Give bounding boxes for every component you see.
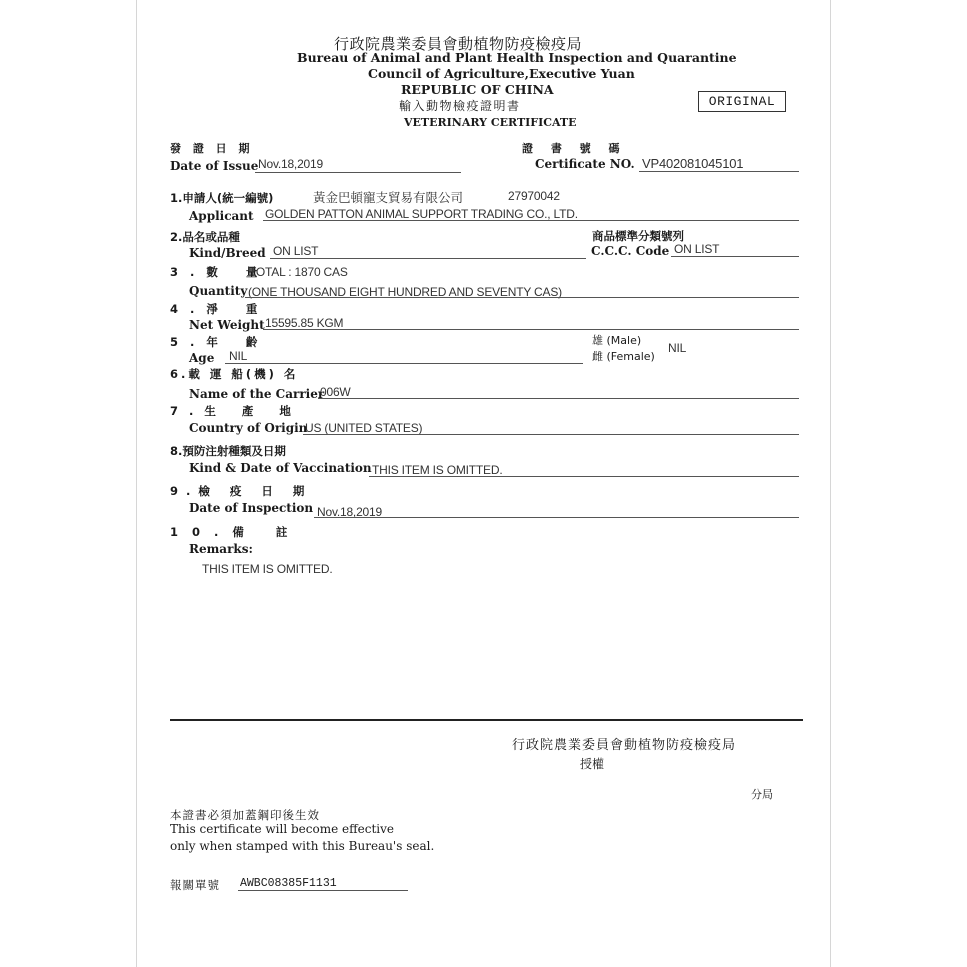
age-value: NIL (229, 349, 248, 363)
certificate-no-value: VP402081045101 (642, 156, 744, 171)
date-of-issue-value: Nov.18,2019 (258, 157, 323, 171)
vaccination-label-zh: 8.預防注射種類及日期 (170, 444, 286, 458)
origin-label-zh: 7.生 產 地 (170, 404, 302, 418)
ccc-code-label: C.C.C. Code (591, 244, 670, 258)
seal-note-en-2: only when stamped with this Bureau's seal. (170, 839, 435, 853)
agency-name-zh: 行政院農業委員會動植物防疫檢疫局 (334, 35, 583, 53)
male-label: 雄 (Male) (592, 334, 642, 347)
origin-line (303, 434, 799, 435)
council-name-en: Council of Agriculture,Executive Yuan (368, 66, 635, 81)
kind-value: ON LIST (273, 244, 319, 258)
footer-divider (170, 719, 803, 721)
certificate-sheet (136, 0, 831, 967)
remarks-value: THIS ITEM IS OMITTED. (202, 562, 333, 576)
applicant-tax-id: 27970042 (508, 189, 560, 203)
carrier-label: Name of the Carrier (189, 387, 325, 401)
net-weight-value: 15595.85 KGM (265, 316, 344, 330)
quantity-line (245, 297, 799, 298)
quantity-total: TOTAL : 1870 CAS (249, 265, 348, 279)
applicant-name-en: GOLDEN PATTON ANIMAL SUPPORT TRADING CO., LTD. (265, 207, 578, 221)
footer-authorized-zh: 授權 (580, 757, 605, 771)
kind-line (270, 258, 586, 259)
age-label-zh: 5.年 齡 (170, 335, 270, 349)
quantity-words: (ONE THOUSAND EIGHT HUNDRED AND SEVENTY CAS) (248, 285, 562, 299)
origin-value: US (UNITED STATES) (305, 421, 423, 435)
doc-title-zh: 輸入動物檢疫證明書 (399, 99, 521, 113)
kind-label: Kind/Breed (189, 246, 266, 260)
footer-branch-zh: 分局 (751, 788, 773, 801)
vaccination-label: Kind & Date of Vaccination (189, 461, 372, 475)
age-label: Age (189, 351, 215, 365)
customs-no-value: AWBC08385F1131 (240, 877, 337, 890)
agency-name-en: Bureau of Animal and Plant Health Inspection and Quarantine (297, 50, 737, 65)
inspection-value: Nov.18,2019 (317, 505, 382, 519)
remarks-label-zh: 10.備 註 (170, 525, 302, 539)
female-label: 雌 (Female) (592, 350, 655, 363)
net-weight-label: Net Weight (189, 318, 265, 332)
date-of-issue-label: Date of Issue (170, 159, 259, 173)
carrier-line (318, 398, 799, 399)
quantity-label: Quantity (189, 284, 248, 298)
ccc-code-label-zh: 商品標準分類號列 (592, 229, 684, 243)
age-line (225, 363, 583, 364)
sex-value: NIL (668, 341, 687, 355)
certificate-no-line (639, 171, 799, 172)
certificate-no-label-zh: 證 書 號 碼 (522, 142, 627, 155)
carrier-value: 006W (320, 385, 351, 399)
footer-bureau-zh: 行政院農業委員會動植物防疫檢疫局 (512, 738, 737, 753)
date-of-issue-line (255, 172, 461, 173)
carrier-label-zh: 6.載 運 船(機) 名 (170, 367, 299, 381)
kind-label-zh: 2.品名或品種 (170, 230, 240, 244)
country-name-en: REPUBLIC OF CHINA (401, 82, 554, 97)
doc-title-en: VETERINARY CERTIFICATE (404, 116, 577, 129)
seal-note-en-1: This certificate will become effective (170, 822, 394, 836)
applicant-label: Applicant (189, 209, 254, 223)
certificate-no-label: Certificate NO. (535, 157, 635, 171)
applicant-label-zh: 1.申請人(統一編號) (170, 191, 274, 205)
ccc-code-value: ON LIST (674, 242, 720, 256)
net-weight-line (263, 329, 799, 330)
date-of-issue-label-zh: 發 證 日 期 (170, 142, 254, 155)
inspection-line (314, 517, 799, 518)
applicant-line (263, 220, 799, 221)
ccc-code-line (671, 256, 799, 257)
net-weight-label-zh: 4.淨 重 (170, 302, 270, 316)
origin-label: Country of Origin (189, 421, 308, 435)
vaccination-line (369, 476, 799, 477)
seal-note-zh: 本證書必須加蓋鋼印後生效 (170, 808, 320, 822)
customs-no-line (238, 890, 408, 891)
quantity-label-zh: 3.數 量 (170, 265, 270, 279)
inspection-label-zh: 9.檢 疫 日 期 (170, 484, 313, 498)
remarks-label: Remarks: (189, 542, 253, 556)
inspection-label: Date of Inspection (189, 501, 314, 515)
applicant-name-zh: 黃金巴頓寵支貿易有限公司 (313, 190, 464, 205)
customs-no-label-zh: 報關單號 (170, 878, 220, 892)
vaccination-value: THIS ITEM IS OMITTED. (372, 463, 503, 477)
original-stamp: ORIGINAL (698, 91, 786, 112)
